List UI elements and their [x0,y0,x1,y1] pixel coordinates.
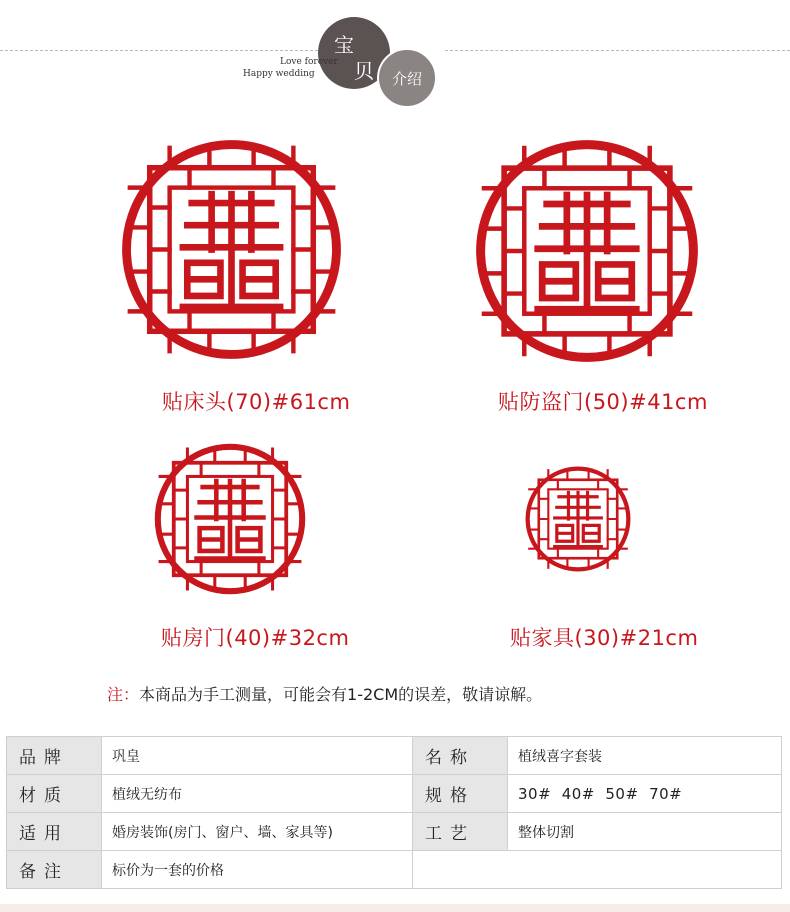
spec-empty-cell [413,851,782,889]
spec-value-size: 30# 40# 50# 70# [508,775,782,813]
emblem-room-door [154,443,306,595]
spec-value-remark: 标价为一套的价格 [102,851,413,889]
badge-secondary [377,48,437,108]
spec-value-use: 婚房装饰(房门、窗户、墙、家具等) [102,813,413,851]
note-prefix: 注： [107,685,140,704]
badge-char-1: 宝 [334,33,354,57]
bottom-bar [0,904,790,912]
spec-key-use: 适用 [7,813,102,851]
spec-key-material: 材质 [7,775,102,813]
emblem-furniture [525,466,631,572]
tagline-love: Love forever [280,57,338,67]
header-divider-left [0,50,318,51]
caption-room-door: 贴房门(40)#32cm [161,626,350,650]
spec-row [7,775,782,813]
badge-sub-label: 介绍 [391,69,422,88]
spec-value-craft: 整体切割 [508,813,782,851]
spec-key-size: 规格 [413,775,508,813]
spec-value-brand: 巩皇 [102,737,413,775]
header-divider-right [445,50,790,51]
spec-row [7,851,782,889]
badge-char-2: 贝 [354,59,374,83]
caption-security-door: 贴防盗门(50)#41cm [498,390,708,414]
measurement-note [107,682,542,705]
spec-key-name: 名称 [413,737,508,775]
caption-furniture: 贴家具(30)#21cm [510,626,699,650]
note-text: 本商品为手工测量，可能会有1-2CM的误差，敬请谅解。 [139,685,543,704]
emblem-bed-head [121,139,342,360]
spec-value-name: 植绒喜字套装 [508,737,782,775]
spec-row [7,737,782,775]
spec-key-craft: 工艺 [413,813,508,851]
spec-value-material: 植绒无纺布 [102,775,413,813]
caption-bed-head: 贴床头(70)#61cm [162,390,351,414]
spec-row [7,813,782,851]
emblem-security-door [475,139,699,363]
spec-table [6,736,782,889]
spec-key-brand: 品牌 [7,737,102,775]
tagline-happy: Happy wedding [243,69,315,79]
spec-key-remark: 备注 [7,851,102,889]
